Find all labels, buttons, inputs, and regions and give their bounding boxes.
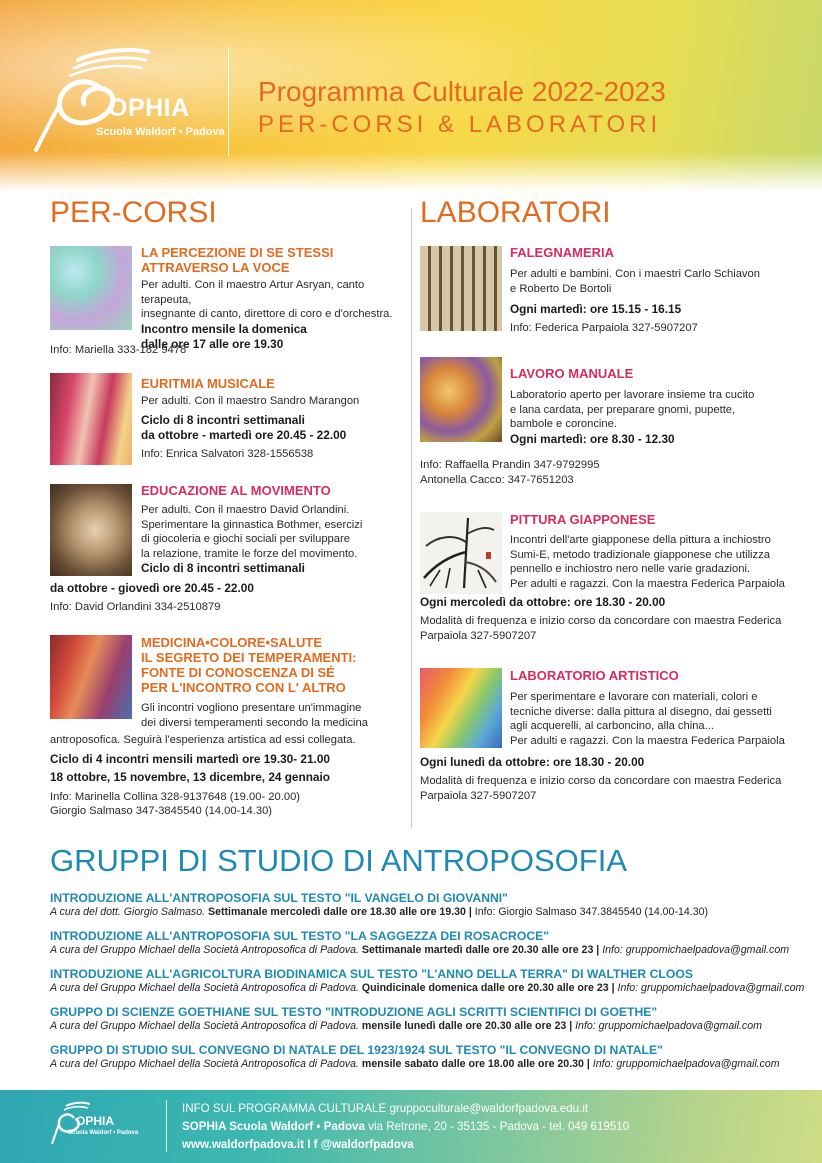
- item-text: bambole e coroncine.: [510, 418, 617, 430]
- item-text: Per adulti. Con il maestro David Orlandini.: [141, 504, 350, 516]
- laboratorio-falegnameria: [510, 245, 810, 336]
- percorso-movimento: [141, 483, 406, 576]
- item-title: EURITMIA MUSICALE: [141, 376, 275, 391]
- footer-social-link[interactable]: I f @waldorfpadova: [307, 1138, 414, 1151]
- item-info: Parpaiola 327-5907207: [420, 789, 537, 802]
- item-info: Info: Enrica Salvatori 328-1556538: [141, 447, 314, 460]
- footer-email-link[interactable]: gruppoculturale@waldorfpadova.edu.it: [389, 1102, 589, 1115]
- item-info: Info: Federica Parpaiola 327-5907207: [510, 322, 698, 334]
- temperamenti-thumbnail: [50, 635, 132, 719]
- item-schedule: dalle ore 17 alle ore 19.30: [141, 336, 284, 351]
- gruppo-item: [50, 967, 804, 995]
- voice-thumbnail: [50, 246, 132, 330]
- item-text: insegnante di canto, direttore di coro e d'orchestra.: [141, 308, 393, 320]
- laboratorio-pittura-giapponese: [510, 512, 810, 591]
- gruppo-curator: A cura del Gruppo Michael della Società Antroposofica di Padova.: [50, 944, 359, 956]
- item-text: la relazione, tramite le forze del movimento.: [141, 547, 358, 560]
- item-title: FONTE DI CONOSCENZA DI SÉ: [141, 665, 335, 680]
- item-text: Incontri dell'arte giapponese della pittura a inchiostro: [510, 534, 771, 546]
- item-schedule: da ottobre - giovedì ore 20.45 - 22.00: [50, 581, 254, 595]
- gruppo-description: [50, 943, 789, 957]
- gruppo-item: [50, 1043, 780, 1071]
- item-text: e Roberto De Bortoli: [510, 282, 612, 295]
- item-info: Info: Raffaella Prandin 347-9792995: [420, 459, 600, 471]
- item-text: Sperimentare la ginnastica Bothmer, esercizi: [141, 518, 363, 531]
- gruppo-description: [50, 905, 708, 919]
- laboratorio-artistico: [510, 668, 810, 748]
- gruppo-schedule: Settimanale martedì dalle ore 20.30 alle ore 23 |: [361, 944, 600, 956]
- percorso-euritmia: [141, 376, 401, 461]
- item-schedule: Ogni mercoledì da ottobre: ore 18.30 - 20.00: [420, 595, 666, 609]
- footer-line-info: [182, 1102, 588, 1115]
- column-divider: [411, 208, 412, 828]
- item-info: Giorgio Salmaso 347-3845540 (14.00-14.30): [50, 805, 273, 817]
- laboratorio-artistico-thumbnail: [420, 668, 502, 748]
- gruppo-title: INTRODUZIONE ALL'ANTROPOSOFIA SUL TESTO "LA SAGGEZZA DEI ROSACROCE": [50, 929, 550, 943]
- percorsi-title: PER-CORSI: [50, 196, 217, 229]
- laboratorio-lavoro-manuale-info: [420, 458, 800, 487]
- item-text: Sumi-E, metodo tradizionale giapponese che utilizza: [510, 548, 770, 561]
- gruppo-title: GRUPPO DI SCIENZE GOETHIANE SUL TESTO "INTRODUZIONE AGLI SCRITTI SCIENTIFICI DI GOETHE": [50, 1005, 658, 1019]
- euritmia-thumbnail: [50, 373, 132, 465]
- item-text: Per adulti. Con il maestro Sandro Marangon: [141, 395, 360, 407]
- pittura-giapponese-thumbnail: [420, 512, 502, 594]
- gruppo-curator: A cura del Gruppo Michael della Società Antroposofica di Padova.: [50, 1020, 359, 1032]
- percorso-movimento-footer: [50, 581, 400, 615]
- gruppo-description: [50, 1019, 762, 1033]
- item-info: Info: David Orlandini 334-2510879: [50, 601, 221, 613]
- gruppo-schedule: mensile sabato dalle ore 18.00 alle ore 20.30 |: [361, 1058, 590, 1070]
- item-text: di giocoleria e giochi sociali per sviluppare: [141, 533, 350, 545]
- sophia-logo: [30, 42, 225, 152]
- gruppo-item: [50, 1005, 762, 1033]
- percorso-medicina-footer: [50, 733, 406, 819]
- gruppo-description: [50, 1057, 780, 1071]
- falegnameria-thumbnail: [420, 246, 502, 331]
- gruppo-curator: A cura del dott. Giorgio Salmaso.: [50, 906, 206, 918]
- gruppo-info: Info: gruppomichaelpadova@gmail.com: [617, 982, 805, 994]
- footer-line-web: [182, 1138, 414, 1151]
- item-title: MEDICINA•COLORE•SALUTE: [141, 635, 322, 650]
- item-text: Gli incontri vogliono presentare un'immagine: [141, 702, 362, 714]
- program-subtitle: PER-CORSI & LABORATORI: [258, 111, 662, 138]
- item-title: PITTURA GIAPPONESE: [510, 512, 656, 527]
- header-divider: [228, 46, 229, 156]
- gruppo-item: [50, 929, 789, 957]
- footer-logo-subtitle: Scuola Waldorf • Padova: [68, 1130, 139, 1136]
- gruppi-title: GRUPPI DI STUDIO DI ANTROPOSOFIA: [50, 843, 628, 878]
- item-info: Modalità di frequenza e inizio corso da concordare con maestra Federica: [420, 615, 782, 627]
- gruppo-title: INTRODUZIONE ALL'AGRICOLTURA BIODINAMICA SUL TESTO "L'ANNO DELLA TERRA" DI WALTHER CLOOS: [50, 967, 693, 981]
- laboratorio-lavoro-manuale: [510, 366, 810, 447]
- percorso-voce: [141, 245, 401, 352]
- footer-divider: [166, 1100, 167, 1152]
- item-title: LAVORO MANUALE: [510, 366, 634, 381]
- item-text: Per adulti e ragazzi. Con la maestra Federica Parpaiola: [510, 734, 785, 747]
- bamboo-ink-icon: [420, 512, 502, 594]
- item-text: Per sperimentare e lavorare con materiali, colori e: [510, 691, 758, 703]
- laboratorio-artistico-footer: [420, 755, 810, 803]
- footer-logo-word: OPHIA: [76, 1114, 115, 1128]
- item-title: LA PERCEZIONE DI SE STESSI: [141, 245, 334, 260]
- item-title: FALEGNAMERIA: [510, 245, 614, 260]
- gruppo-description: [50, 981, 804, 995]
- percorso-medicina: [141, 635, 406, 730]
- footer-banner: [0, 1090, 822, 1163]
- gruppo-schedule: Quindicinale domenica dalle ore 20.30 alle ore 23 |: [361, 982, 615, 994]
- item-title: PER L'INCONTRO CON L' ALTRO: [141, 680, 346, 695]
- item-text: antroposofica. Seguirà l'esperienza artistica ad essi collegata.: [50, 734, 356, 746]
- gruppo-info: Info: Giorgio Salmaso 347.3845540 (14.00-14.30): [474, 906, 709, 918]
- footer-address: via Retrone, 20 - 35135 - Padova - tel. 049 619510: [368, 1120, 630, 1133]
- item-text: pennello e inchiostro nero nelle varie gradazioni.: [510, 563, 751, 575]
- movimento-thumbnail: [50, 484, 132, 576]
- gruppo-schedule: Settimanale mercoledì dalle ore 18.30 alle ore 19.30 |: [208, 906, 472, 918]
- item-title: LABORATORIO ARTISTICO: [510, 668, 679, 683]
- footer-line-address: [182, 1120, 629, 1133]
- item-text: Per adulti. Con il maestro Artur Asryan, canto terapeuta,: [141, 279, 365, 306]
- footer-website-link[interactable]: www.waldorfpadova.it: [182, 1138, 304, 1151]
- footer-school-name: SOPHIA Scuola Waldorf • Padova: [182, 1120, 365, 1133]
- laboratori-title: LABORATORI: [420, 196, 611, 229]
- item-text: agli acquerelli, al carboncino, alla china...: [510, 720, 714, 732]
- item-text: Per adulti e bambini. Con i maestri Carlo Schiavon: [510, 268, 760, 280]
- gruppo-info: Info: gruppomichaelpadova@gmail.com: [592, 1058, 780, 1070]
- item-info: Modalità di frequenza e inizio corso da concordare con maestra Federica: [420, 775, 782, 787]
- gruppo-info: Info: gruppomichaelpadova@gmail.com: [602, 944, 790, 956]
- program-title: Programma Culturale 2022-2023: [258, 76, 666, 107]
- item-text: tecniche diverse: dalla pittura al disegno, dai gessetti: [510, 705, 772, 718]
- item-text: Laboratorio aperto per lavorare insieme tra cucito: [510, 389, 755, 401]
- item-info: Antonella Cacco: 347-7651203: [420, 473, 574, 486]
- gruppo-schedule: mensile lunedì dalle ore 20.30 alle ore 23 |: [361, 1020, 573, 1032]
- item-title: IL SEGRETO DEI TEMPERAMENTI:: [141, 650, 357, 665]
- item-schedule: Ogni lunedì da ottobre: ore 18.30 - 20.00: [420, 755, 645, 769]
- logo-word: OPHIA: [108, 94, 190, 122]
- item-schedule: da ottobre - martedì ore 20.45 - 22.00: [141, 427, 347, 442]
- gruppo-info: Info: gruppomichaelpadova@gmail.com: [575, 1020, 762, 1032]
- item-text: Per adulti e ragazzi. Con la maestra Federica Parpaiola: [510, 577, 785, 590]
- footer-info-label: INFO SUL PROGRAMMA CULTURALE: [182, 1102, 387, 1115]
- gruppo-title: GRUPPO DI STUDIO SUL CONVEGNO DI NATALE DEL 1923/1924 SUL TESTO "IL CONVEGNO DI NATALE": [50, 1043, 663, 1057]
- item-title: ATTRAVERSO LA VOCE: [141, 260, 290, 275]
- gruppo-item: [50, 891, 708, 919]
- item-title: EDUCAZIONE AL MOVIMENTO: [141, 483, 331, 498]
- item-schedule: Ogni martedì: ore 15.15 - 16.15: [510, 302, 682, 316]
- item-info: Info: Marinella Collina 328-9137648 (19.00- 20.00): [50, 790, 301, 803]
- item-schedule: Ciclo di 8 incontri settimanali: [141, 412, 305, 427]
- item-schedule: Ciclo di 4 incontri mensili martedì ore 19.30- 21.00: [50, 751, 330, 766]
- laboratorio-pittura-giapponese-footer: [420, 595, 810, 643]
- item-text: dei diversi temperamenti secondo la medicina: [141, 716, 368, 729]
- item-schedule: Ogni martedì: ore 8.30 - 12.30: [510, 431, 675, 446]
- header-banner: [0, 0, 822, 192]
- item-schedule: Incontro mensile la domenica: [141, 321, 307, 336]
- logo-subtitle: Scuola Waldorf • Padova: [96, 126, 225, 138]
- gruppo-curator: A cura del Gruppo Michael della Società Antroposofica di Padova.: [50, 982, 359, 994]
- item-info: Info: Mariella 333-182 9478: [50, 344, 187, 356]
- lavoro-manuale-thumbnail: [420, 357, 502, 442]
- gruppo-title: INTRODUZIONE ALL'ANTROPOSOFIA SUL TESTO "IL VANGELO DI GIOVANNI": [50, 891, 508, 905]
- item-schedule: Ciclo di 8 incontri settimanali: [141, 561, 305, 575]
- item-schedule: 18 ottobre, 15 novembre, 13 dicembre, 24 gennaio: [50, 769, 330, 784]
- gruppo-curator: A cura del Gruppo Michael della Società Antroposofica di Padova.: [50, 1058, 359, 1070]
- item-info: Parpaiola 327-5907207: [420, 629, 537, 642]
- footer-logo: [50, 1100, 140, 1150]
- item-text: e lana cardata, per preparare gnomi, pupette,: [510, 403, 736, 416]
